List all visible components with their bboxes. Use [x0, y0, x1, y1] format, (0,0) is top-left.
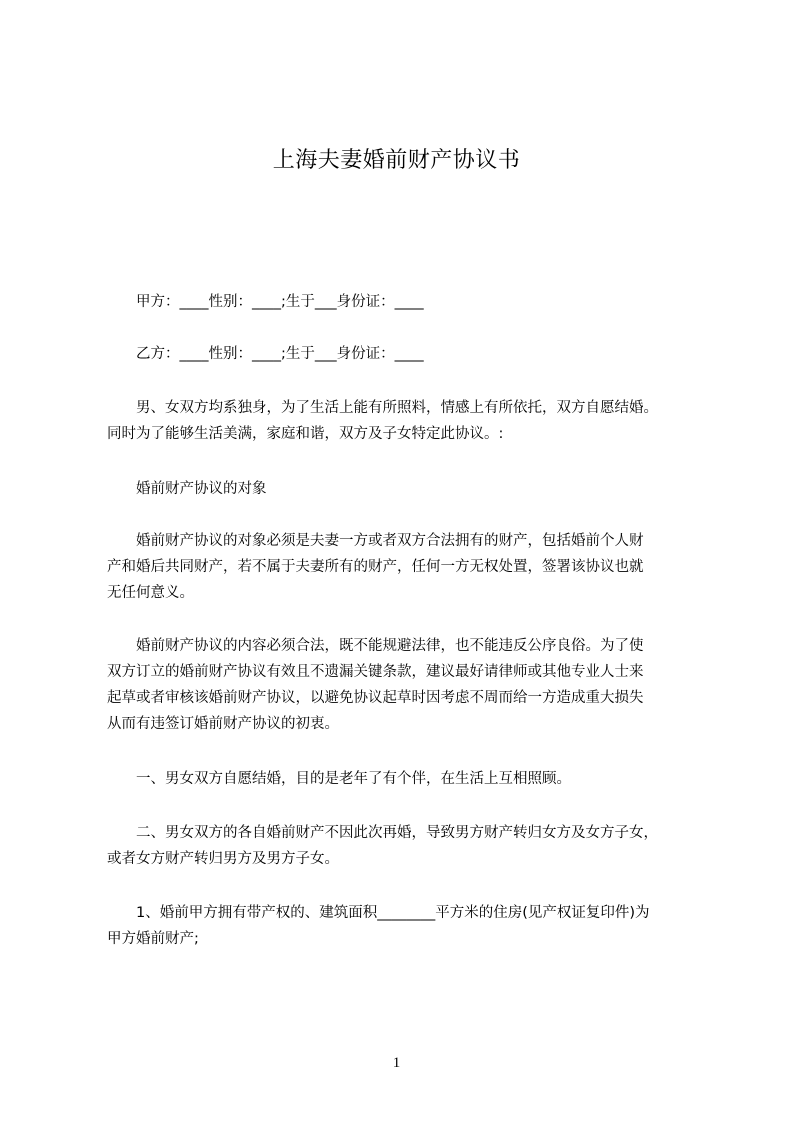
- content-line-2: 双方订立的婚前财产协议有效且不遗漏关键条款，建议最好请律师或其他专业人士来: [107, 664, 644, 680]
- section-heading: 婚前财产协议的对象: [136, 481, 267, 497]
- item-1-line-2: 甲方婚前财产;: [107, 931, 199, 947]
- clause-1: 一、男女双方自愿结婚，目的是老年了有个伴，在生活上互相照顾。: [136, 771, 571, 787]
- content-line-1: 婚前财产协议的内容必须合法，既不能规避法律，也不能违反公序良俗。为了使: [136, 638, 644, 654]
- object-line-2: 产和婚后共同财产，若不属于夫妻所有的财产，任何一方无权处置，签署该协议也就: [107, 559, 644, 575]
- clause-2-line-1: 二、男女双方的各自婚前财产不因此次再婚，导致男方财产转归女方及女方子女，: [136, 825, 658, 841]
- object-line-3: 无任何意义。: [107, 585, 194, 601]
- clause-2-line-2: 或者女方财产转归男方及男方子女。: [107, 851, 339, 867]
- party-b-line: 乙方：____性别：____;生于___身份证：____: [136, 346, 424, 362]
- content-line-4: 从而有违签订婚前财产协议的初衷。: [107, 716, 339, 732]
- item-1-line-1: 1、婚前甲方拥有带产权的、建筑面积________平方米的住房(见产权证复印件)为: [136, 905, 650, 921]
- intro-line-2: 同时为了能够生活美满，家庭和谐，双方及子女特定此协议。:: [107, 426, 504, 442]
- document-title: 上海夫妻婚前财产协议书: [272, 148, 521, 173]
- page-number: 1: [392, 1055, 401, 1071]
- intro-line-1: 男、女双方均系独身，为了生活上能有所照料，情感上有所依托，双方自愿结婚。: [136, 400, 658, 416]
- party-a-line: 甲方：____性别：____;生于___身份证：____: [136, 294, 424, 310]
- content-line-3: 起草或者审核该婚前财产协议，以避免协议起草时因考虑不周而给一方造成重大损失: [107, 690, 644, 706]
- object-line-1: 婚前财产协议的对象必须是夫妻一方或者双方合法拥有的财产，包括婚前个人财: [136, 533, 644, 549]
